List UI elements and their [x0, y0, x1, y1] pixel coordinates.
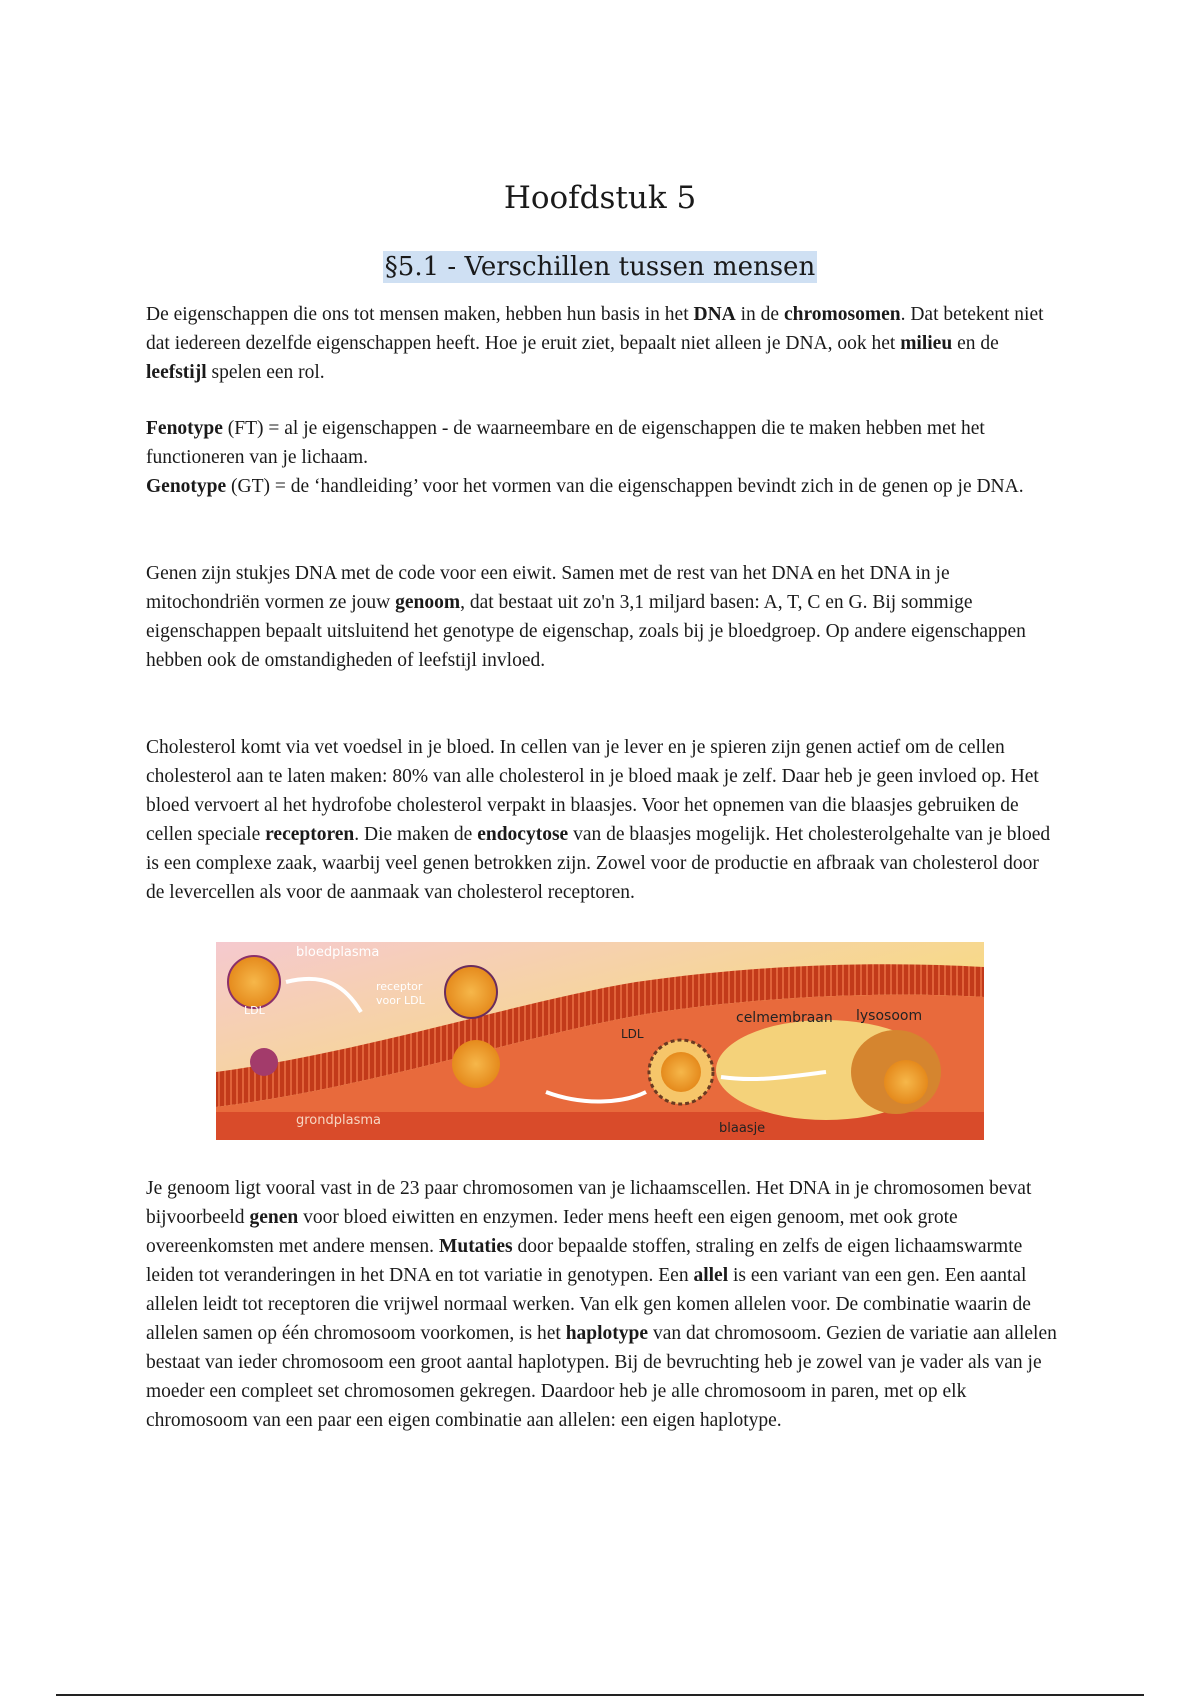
label-ldl-mid: LDL	[621, 1027, 644, 1041]
paragraph-cholesterol: Cholesterol komt via vet voedsel in je bloed. In cellen van je lever en je spieren zijn genen actief om de cellen cholesterol aan te laten maken: 80% van alle cholesterol in je bloed maak je zelf. Daar heb je geen invloed op. Het bloed vervoert al het hydrofobe cholesterol verpakt in blaasjes. Voor het opnemen van die blaasjes gebruiken de cellen speciale receptoren. Die maken de endocytose van de blaasjes mogelijk. Het cholesterolgehalte van je bloed is een complexe zaak, waarbij veel genen betrokken zijn. Zowel voor de productie en afbraak van cholesterol door de levercellen als voor de aanmaak van cholesterol receptoren.	[146, 737, 1051, 903]
ldl-particle-left	[228, 956, 280, 1008]
label-ldl-left: LDL	[244, 1004, 265, 1017]
ldl-in-lysosoom	[884, 1060, 928, 1104]
ldl-particle-receptor	[445, 966, 497, 1018]
paragraph-haplotype: Je genoom ligt vooral vast in de 23 paar chromosomen van je lichaamscellen. Het DNA in je chromosomen bevat bijvoorbeeld genen voor bloed eiwitten en enzymen. Ieder mens heeft een eigen genoom, met ook grote overeenkomsten met andere mensen. Mutaties door bepaalde stoffen, straling en zelfs de eigen lichaamswarmte leiden tot veranderingen in het DNA en tot variatie in genotypen. Een allel is een variant van een gen. Een aantal allelen leidt tot receptoren die vrijwel normaal werken. Van elk gen komen allelen voor. De combinatie waarin de allelen samen op één chromosoom voorkomen, is het haplotype van dat chromosoom. Gezien de variatie aan allelen bestaat van ieder chromosoom een groot aantal haplotypen. Bij de bevruchting heb je zowel van je vader als van je moeder een compleet set chromosomen gekregen. Daardoor heb je alle chromosoom in paren, met op elk chromosoom van een paar een eigen combinatie aan allelen: een eigen haplotype.	[146, 1178, 1057, 1431]
section-heading	[0, 252, 1200, 282]
label-receptor-line1: receptor	[376, 980, 423, 993]
label-lysosoom: lysosoom	[856, 1008, 923, 1024]
label-celmembraan: celmembraan	[736, 1010, 833, 1026]
ldl-vesicle-forming	[452, 1040, 500, 1088]
endocytosis-figure	[216, 942, 984, 1140]
label-grondplasma: grondplasma	[296, 1113, 381, 1128]
footer-divider	[56, 1694, 1144, 1696]
label-receptor-line2: voor LDL	[376, 994, 425, 1007]
section-heading-text: §5.1 - Verschillen tussen mensen	[384, 252, 816, 282]
ldl-in-blaasje	[661, 1052, 701, 1092]
label-bloedplasma: bloedplasma	[296, 945, 380, 960]
label-blaasje: blaasje	[719, 1121, 766, 1136]
paragraph-definitions: Fenotype (FT) = al je eigenschappen - de waarneembare en de eigenschappen die te maken hebben met het functioneren van je lichaam. Genotype (GT) = de ‘handleiding’ voor het vormen van die eigenschappen bevindt zich in de genen op je DNA.	[146, 418, 1024, 497]
chapter-title: Hoofdstuk 5	[503, 180, 697, 216]
receptor-blob-left	[250, 1048, 278, 1076]
paragraph-genome: Genen zijn stukjes DNA met de code voor een eiwit. Samen met de rest van het DNA en het DNA in je mitochondriën vormen ze jouw genoom, dat bestaat uit zo'n 3,1 miljard basen: A, T, C en G. Bij sommige eigenschappen bepaalt uitsluitend het genotype de eigenschap, zoals bij je bloedgroep. Op andere eigenschappen hebben ook de omstandigheden of leefstijl invloed.	[146, 563, 1026, 671]
paragraph-intro: De eigenschappen die ons tot mensen maken, hebben hun basis in het DNA in de chromosomen. Dat betekent niet dat iedereen dezelfde eigenschappen heeft. Hoe je eruit ziet, bepaalt niet alleen je DNA, ook het milieu en de leefstijl spelen een rol.	[146, 304, 1044, 383]
